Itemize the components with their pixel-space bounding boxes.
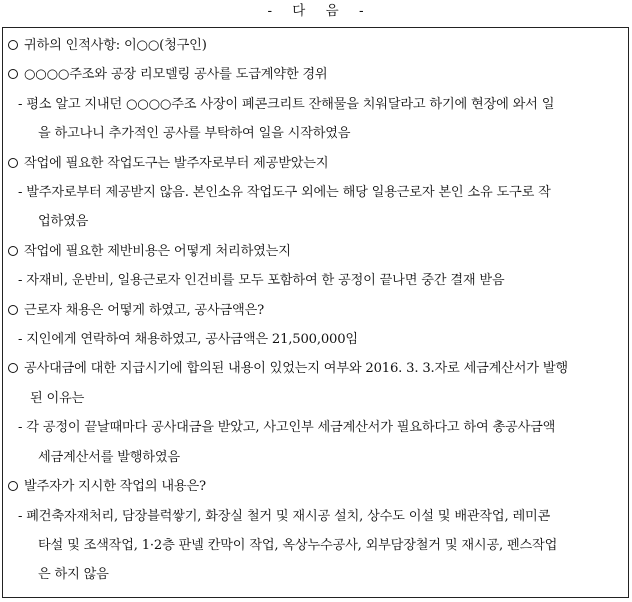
line-text: 귀하의 인적사항: 이○○(청구인) <box>24 38 207 53</box>
answer-continuation: 은 하지 않음 <box>38 567 109 583</box>
question-continuation: 된 이유는 <box>30 390 85 406</box>
circle-bullet-icon <box>8 363 18 373</box>
answer-line: - 자재비, 운반비, 일용근로자 인건비를 모두 포함하여 한 공정이 끝나면 중간 결재 받음 <box>18 273 505 289</box>
qa-box <box>2 27 629 598</box>
line-text: ○○○○주조와 공장 리모델링 공사를 도급계약한 경위 <box>24 67 328 83</box>
answer-line: - 지인에게 연락하여 채용하였고, 공사금액은 21,500,000임 <box>18 332 358 348</box>
question-line <box>8 149 624 178</box>
answer-line: - 각 공정이 끝날때마다 공사대금을 받았고, 사고인부 세금계산서가 필요하다고 하여 총공사금액 <box>18 420 556 436</box>
circle-bullet-icon <box>8 69 18 79</box>
answer-continuation: 을 하고나니 추가적인 공사를 부탁하여 일을 시작하였음 <box>38 126 351 142</box>
answer-continuation: 업하였음 <box>38 214 89 230</box>
answer-continuation: 세금계산서를 발행하였음 <box>38 449 180 465</box>
circle-bullet-icon <box>8 40 18 50</box>
question-line <box>8 354 624 383</box>
circle-bullet-icon <box>8 246 18 256</box>
question-line <box>8 237 624 266</box>
line-text: 작업에 필요한 작업도구는 발주자로부터 제공받았는지 <box>24 155 329 171</box>
question-line <box>8 472 624 501</box>
question-line <box>8 296 624 325</box>
circle-bullet-icon <box>8 158 18 168</box>
line-text: 근로자 채용은 어떻게 하였고, 공사금액은? <box>24 302 264 318</box>
answer-line: - 폐건축자재처리, 담장블럭쌓기, 화장실 철거 및 재시공 설치, 상수도 이설 및 배관작업, 레미콘 <box>18 508 551 524</box>
line-text: 발주자가 지시한 작업의 내용은? <box>24 479 206 495</box>
document-heading: - 다 음 - <box>267 3 365 19</box>
question-line <box>8 60 624 89</box>
question-line <box>8 31 624 60</box>
answer-line: - 발주자로부터 제공받지 않음. 본인소유 작업도구 외에는 해당 일용근로자 본인 소유 도구로 작 <box>18 185 551 201</box>
answer-line: - 평소 알고 지내던 ○○○○주조 사장이 폐콘크리트 잔해물을 치워달라고 하기에 현장에 와서 일 <box>18 96 555 112</box>
answer-continuation: 타설 및 조색작업, 1·2층 판넬 칸막이 작업, 옥상누수공사, 외부담장철거 및 재시공, 펜스작업 <box>38 537 558 553</box>
circle-bullet-icon <box>8 305 18 315</box>
line-text: 공사대금에 대한 지급시기에 합의된 내용이 있었는지 여부와 2016. 3. 3.자로 세금계산서가 발행 <box>24 361 568 377</box>
line-text: 작업에 필요한 제반비용은 어떻게 처리하였는지 <box>24 243 291 259</box>
circle-bullet-icon <box>8 481 18 491</box>
